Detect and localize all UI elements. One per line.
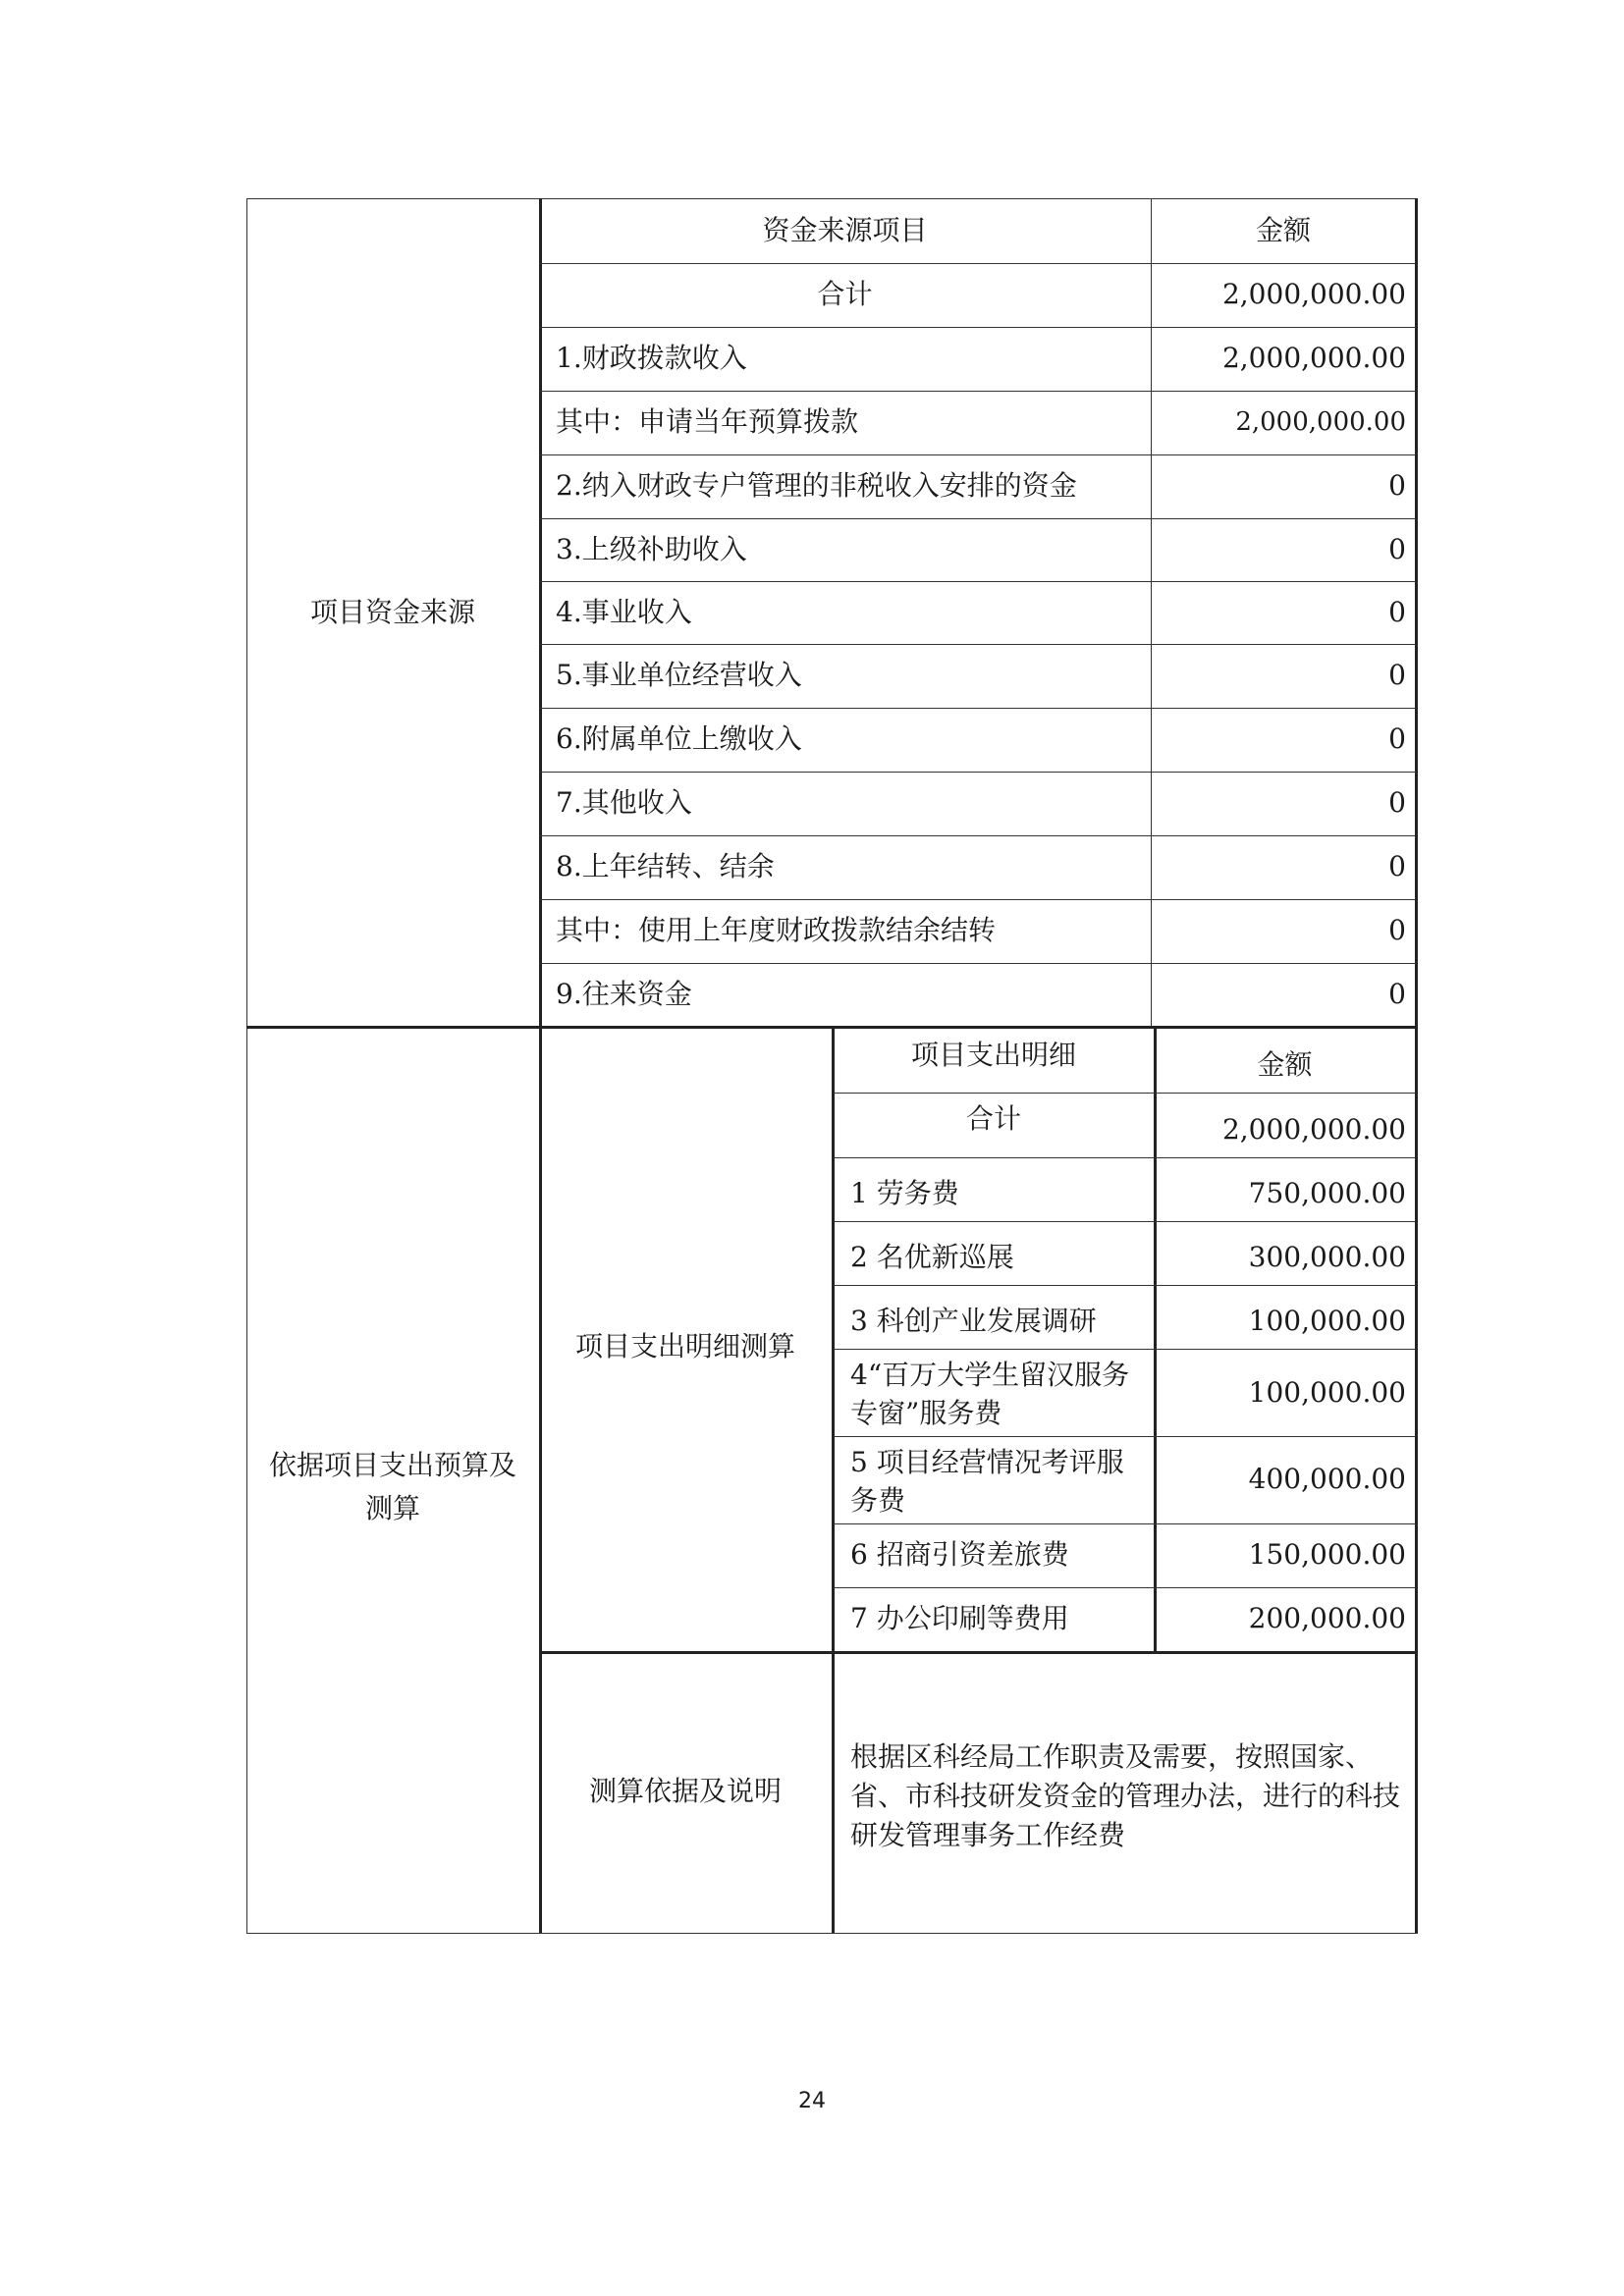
funding-section-label: 项目资金来源 bbox=[309, 596, 475, 628]
funding-row-amount: 0 bbox=[1388, 596, 1406, 628]
funding-row-amount: 0 bbox=[1388, 978, 1406, 1010]
budget-detail-label: 项目支出明细测算 bbox=[574, 1330, 795, 1362]
funding-row-amount: 0 bbox=[1388, 469, 1406, 502]
table-border-top bbox=[246, 198, 1418, 199]
funding-row-label: 6.附属单位上缴收入 bbox=[556, 722, 802, 755]
funding-row-label: 2.纳入财政专户管理的非税收入安排的资金 bbox=[556, 469, 1077, 502]
funding-row-label: 3.上级补助收入 bbox=[556, 533, 747, 565]
funding-header-item: 资金来源项目 bbox=[762, 214, 928, 246]
budget-row-label: 5 项目经营情况考评服务费 bbox=[850, 1446, 1124, 1517]
funding-row-amount: 0 bbox=[1388, 533, 1406, 565]
budget-header-amount: 金额 bbox=[1257, 1048, 1313, 1081]
funding-row-amount: 0 bbox=[1388, 914, 1406, 946]
funding-row-amount: 0 bbox=[1388, 659, 1406, 691]
budget-row-amount: 100,000.00 bbox=[1248, 1305, 1406, 1337]
funding-row-label: 9.往来资金 bbox=[556, 978, 692, 1010]
budget-row-label: 2 名优新巡展 bbox=[850, 1241, 1014, 1273]
funding-row-label: 7.其他收入 bbox=[556, 786, 692, 819]
basis-text: 根据区科经局工作职责及需要，按照国家、省、市科技研发资金的管理办法，进行的科技研发管理事务工作经费 bbox=[850, 1740, 1401, 1851]
budget-detail-divider bbox=[832, 1026, 835, 1933]
budget-row-amount: 150,000.00 bbox=[1248, 1538, 1406, 1571]
funding-row-amount: 2,000,000.00 bbox=[1235, 407, 1406, 437]
budget-header-item: 项目支出明细 bbox=[910, 1039, 1076, 1071]
budget-total-label: 合计 bbox=[965, 1102, 1021, 1135]
funding-row-label: 4.事业收入 bbox=[556, 596, 692, 628]
funding-row-label: 1.财政拨款收入 bbox=[556, 342, 747, 374]
funding-row-amount: 2,000,000.00 bbox=[1221, 342, 1406, 374]
budget-row-label: 3 科创产业发展调研 bbox=[850, 1305, 1097, 1337]
budget-row-amount: 750,000.00 bbox=[1248, 1177, 1406, 1209]
funding-row-label: 其中：使用上年度财政拨款结余结转 bbox=[556, 914, 997, 946]
table-border-left bbox=[246, 198, 247, 1933]
funding-header-amount: 金额 bbox=[1255, 214, 1311, 246]
funding-row-label: 8.上年结转、结余 bbox=[556, 850, 775, 882]
budget-row-amount: 300,000.00 bbox=[1248, 1241, 1406, 1273]
funding-total-amount: 2,000,000.00 bbox=[1221, 278, 1406, 310]
funding-row-amount: 0 bbox=[1388, 722, 1406, 755]
budget-row-label: 6 招商引资差旅费 bbox=[850, 1538, 1069, 1571]
funding-row-label: 5.事业单位经营收入 bbox=[556, 659, 802, 691]
budget-row-label: 1 劳务费 bbox=[850, 1177, 959, 1209]
budget-section-label: 依据项目支出预算及测算 bbox=[268, 1449, 516, 1524]
budget-total-amount: 2,000,000.00 bbox=[1221, 1113, 1406, 1146]
basis-label: 测算依据及说明 bbox=[588, 1775, 782, 1807]
budget-row-label: 4“百万大学生留汉服务专窗”服务费 bbox=[850, 1359, 1130, 1429]
page-number: 24 bbox=[798, 2089, 826, 2113]
budget-row-amount: 200,000.00 bbox=[1248, 1602, 1406, 1634]
basis-divider bbox=[539, 1651, 1416, 1654]
table-border-bottom bbox=[246, 1933, 1418, 1934]
budget-row-amount: 400,000.00 bbox=[1248, 1463, 1406, 1495]
budget-row-amount: 100,000.00 bbox=[1248, 1376, 1406, 1409]
funding-total-label: 合计 bbox=[817, 278, 873, 310]
column-divider-1 bbox=[539, 198, 542, 1933]
funding-row-amount: 0 bbox=[1388, 786, 1406, 819]
funding-row-amount: 0 bbox=[1388, 850, 1406, 882]
budget-row-label: 7 办公印刷等费用 bbox=[850, 1602, 1069, 1634]
funding-row-label: 其中：申请当年预算拨款 bbox=[556, 405, 859, 438]
